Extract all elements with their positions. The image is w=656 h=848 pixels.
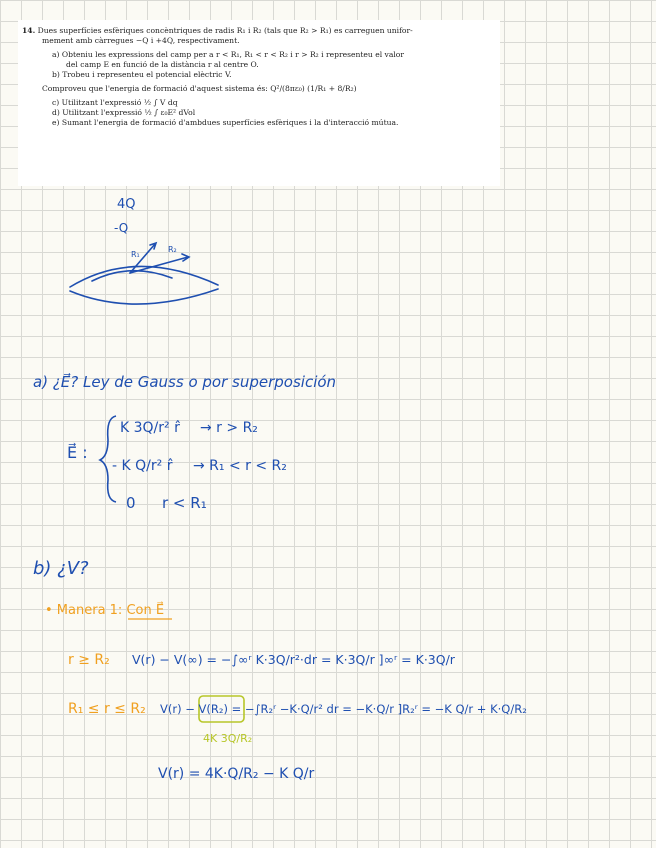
case2-condition: → R₁ < r < R₂	[193, 458, 287, 474]
condition-outer: r ≥ R₂	[68, 652, 110, 668]
notes-b-heading: b) ¿V?	[33, 558, 89, 579]
case3-expression: 0	[126, 494, 136, 512]
statement-line-2: mement amb càrregues −Q i +4Q, respectivament.	[42, 36, 240, 45]
e-field-label: E⃗ :	[67, 443, 88, 462]
part-c: c) Utilitzant l'expressió ½ ∫ V dq	[52, 98, 178, 107]
case1-condition: → r > R₂	[200, 420, 258, 436]
case3-condition: r < R₁	[162, 494, 207, 512]
condition-middle: R₁ ≤ r ≤ R₂	[68, 701, 146, 717]
method-1-label: • Manera 1: Con E⃗	[45, 603, 165, 618]
charge-outer-label: 4Q	[117, 197, 136, 212]
boxed-term-value: 4K 3Q/R₂	[203, 732, 253, 745]
potential-line-3: V(r) = 4K·Q/R₂ − K Q/r	[158, 766, 315, 782]
outer-sphere-arc-lower	[70, 289, 218, 304]
potential-line-2: V(r) − V(R₂) = −∫R₂ʳ −K·Q/r² dr = −K·Q/r ]R₂ʳ = −K Q/r + K·Q/R₂	[160, 702, 527, 716]
part-b: b) Trobeu i representeu el potencial elèctric V.	[52, 70, 232, 79]
check-formula: Q²/(8πε₀) (1/R₁ + 8/R₂)	[270, 84, 357, 93]
problem-number: 14.	[22, 26, 36, 35]
check-prefix: Comproveu que l'energia de formació d'aquest sistema és:	[42, 84, 268, 93]
part-e: e) Sumant l'energia de formació d'ambdues superfícies esfèriques i la d'interacció mútua.	[52, 118, 399, 127]
r2-label: R₂	[168, 245, 177, 254]
part-a-line-2: del camp E en funció de la distància r al centre O.	[66, 60, 259, 69]
part-d: d) Utilitzant l'expressió ½ ∫ ε₀E² dVol	[52, 108, 196, 117]
charge-inner-label: -Q	[114, 221, 129, 235]
case1-expression: K 3Q/r² r̂	[120, 420, 180, 436]
spheres-sketch	[70, 243, 218, 304]
potential-line-1: V(r) − V(∞) = −∫∞ʳ K·3Q/r²·dr = K·3Q/r ]∞ʳ = K·3Q/r	[132, 652, 455, 667]
statement-line-1: Dues superfícies esfèriques concèntriques de radis R₁ i R₂ (tals que R₂ > R₁) es carreguen unifor-	[37, 26, 413, 35]
case2-expression: - K Q/r² r̂	[112, 458, 173, 474]
part-a-line-1: a) Obteniu les expressions del camp per a r < R₁, R₁ < r < R₂ i r > R₂ i representeu el valor	[52, 50, 405, 59]
r1-label: R₁	[131, 250, 140, 259]
notes-a-heading: a) ¿E⃗? Ley de Gauss o por superposición	[33, 373, 337, 391]
